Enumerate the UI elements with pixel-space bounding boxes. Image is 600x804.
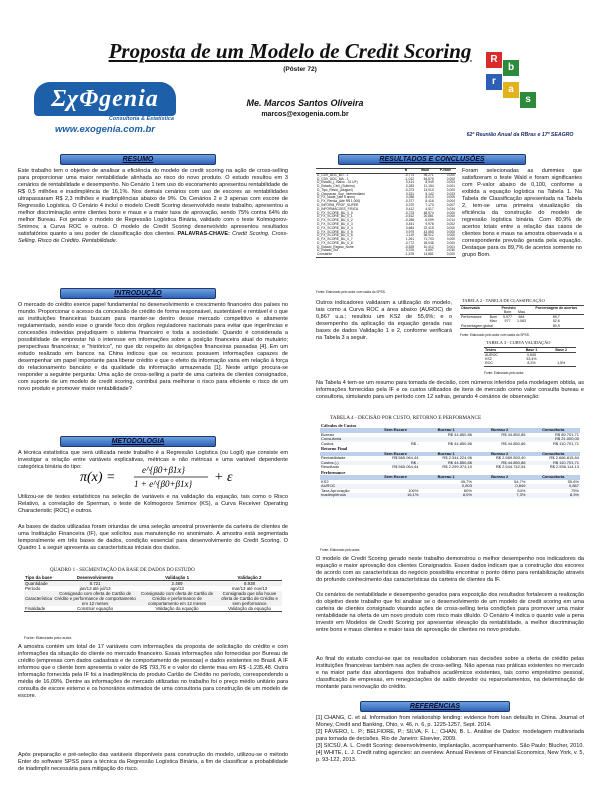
t4-h2c: Bureau 1 xyxy=(437,473,455,479)
t4-cell: KS2 xyxy=(321,478,329,484)
q1-h0: Tipo da base xyxy=(25,575,52,580)
t4-cell: AUROC xyxy=(321,483,336,489)
rbras-letter-b: b xyxy=(503,60,519,76)
q1-h3: Validação 2 xyxy=(237,575,262,580)
t3-cell: KS2 xyxy=(485,357,492,362)
t4-cell: 7,3% xyxy=(516,492,526,498)
t1-cell: 8,013 xyxy=(425,195,434,200)
t4-cell: Consultoria xyxy=(321,436,342,442)
t4-cell: 75% xyxy=(570,487,579,493)
eq-lhs: π(x) = xyxy=(80,470,116,485)
t1-cell: 0,286 xyxy=(405,195,415,200)
t1-cell: 71,703 xyxy=(423,237,434,242)
t1-cell: 4,697 xyxy=(425,248,434,253)
t1-cell: 58,912 xyxy=(423,233,434,238)
t1-cell: 0,005 xyxy=(446,195,455,200)
t2-h3: Porcentagem de acertos xyxy=(535,306,578,310)
t1-cell: 0,000 xyxy=(446,214,455,219)
t3-cell: 53,4% xyxy=(526,357,537,362)
q1-cell: Validação da equação xyxy=(155,606,199,612)
t1-cell: Constante xyxy=(317,252,333,257)
exogenia-url: www.exogenia.com.br xyxy=(55,124,155,135)
quadro1-note: Fonte: Elaborado pelo autor. xyxy=(24,636,72,640)
t1-cell: 0,034 xyxy=(446,206,455,211)
t1-cell: 22,415 xyxy=(423,225,434,230)
t1-cell: D_Estado_Regiao_Norte xyxy=(317,244,354,249)
t1-cell: 0,001 xyxy=(446,184,455,189)
eq-rhs: + ε xyxy=(214,470,233,485)
t4-cell: R$ - xyxy=(410,440,419,446)
t1-cell: -1,012 xyxy=(404,176,415,181)
t1-cell: 9,978 xyxy=(425,221,434,226)
t4-cell: R$ 2.556.114,13 xyxy=(549,464,579,470)
t1-cell: D_Estado_Sul xyxy=(317,248,339,253)
t1-cell: 0,370 xyxy=(405,203,415,208)
table-row xyxy=(320,493,580,498)
t4-cell: 8,0% xyxy=(462,492,472,498)
t4-cell: Custos xyxy=(321,440,334,446)
q1-cell: mar/13 até nov/13 xyxy=(231,586,268,592)
tabela3-caption: TABELA 3 - CURVA VALIDAÇÃO xyxy=(486,340,551,345)
t4-cell: R$ 44.850,86 xyxy=(501,431,526,437)
resultados-p6: Ao final do estudo conclui-se que os resultados colaboram nas decisões sobre a oferta de crédito pelas instituições financeiras também nas ações de cross-selling. Não apenas nas práticas existentes no mercado e na maior parte das abordagens dos trabalhos acadêmicos existentes, tais como empréstimo pessoal, classificação de empresas, em renegociações de saldo devedor ou reparcelamentos, na determinação de montante para renovação do crédito. xyxy=(316,656,584,690)
t4-cell: R$ 2.299.374,10 xyxy=(442,464,472,470)
t1-cell: -0,723 xyxy=(404,210,415,215)
resumo-text xyxy=(18,168,288,245)
t4-h3: Bureau 2 xyxy=(491,427,509,433)
t1-cell: 95,271 xyxy=(423,172,434,177)
q1-cell: ago/13 xyxy=(170,586,184,592)
t1-cell: 6,099 xyxy=(425,218,434,223)
t1-cell: D_FX_SCORE_BU_0_1 xyxy=(317,214,353,219)
t2-cell: 80,9 xyxy=(552,323,560,328)
rbras-letter-r2: r xyxy=(486,74,502,90)
resultados-p5: Os cenários de rentabilidade e desempenho gerados para exposição dos resultados fortalecem a realização do objetivo deste trabalho que foi analisar se o desenvolvimento de um modelo de credit scoring em uma carteira de clientes consignado visando ações de cross-selling teria condições para promover uma maior rentabilidade na oferta de um novo produto com risco mais diluído. O Cenário 4 indica o quanto vale a pena investir em Modelos de Credit Scoring por apresentar elevação da rentabilidade, a melhor discriminação entre bons e maus clientes e maior taxa de aprovação de clientes no novo produto. xyxy=(316,592,584,633)
t4-h4b: Consultoria xyxy=(542,450,565,456)
author-name: Me. Marcos Santos Oliveira xyxy=(246,98,364,108)
t2-cell: 684 xyxy=(518,315,525,320)
q1-cell: Finalidade xyxy=(25,606,46,612)
t1-h1: B xyxy=(404,168,408,172)
tabela2-note: Fonte: Elaborado pelo autor com saída do SPSS. xyxy=(460,333,530,337)
t1-cell: 8,416 xyxy=(425,199,434,204)
t1-cell: D_CDV_ADC_BO - 1 xyxy=(317,172,349,177)
q1-cell: Característica xyxy=(25,596,53,602)
t1-cell: D_FX_SCORE_BU_0_8 xyxy=(317,240,353,245)
t4-cell: R$ 44.850,86 xyxy=(501,440,526,446)
t4-cell: 8,3% xyxy=(569,492,579,498)
t4-h2: Bureau 1 xyxy=(437,427,455,433)
metodologia-p3: As bases de dados utilizadas foram oriundas de uma seleção amostral proveniente da carteira de clientes de uma Instituição Financeira (IF), que solicitou sua manutenção no anonimato. A amostra está segmentada temporalmente em três bases de dados, condição essencial para desenvolvimento do Credit Scoring. O Quadro 1 a seguir apresenta as características iniciais dos dados. xyxy=(18,524,288,551)
exogenia-logo-subtitle: Consultoria & Estatística xyxy=(108,116,174,122)
section-introducao: INTRODUÇÃO xyxy=(60,288,216,299)
t4-cell: R$ 110.701,71 xyxy=(553,459,579,465)
t4-cell: R$ 2.344.224,96 xyxy=(442,455,472,461)
t4-h3c: Bureau 2 xyxy=(491,473,509,479)
q1-cell: Consignado com oferta de Cartão de Crédito e performance de comportamento em 12 meses xyxy=(54,591,136,607)
t1-cell: D_FX_SCORE_BU_0_7 xyxy=(317,237,353,242)
resultados-p4: O modelo de Credit Scoring gerado neste trabalho demonstrou o melhor desempenho nos indicadores da equação e maior aprovação dos clientes Consignados. Esses dados indicam que a construção dos escores de acordo com as características do negócio possibilita encontrar o ponto ótimo para rentabilização através do profundo conhecimento das características da carteira de clientes da IF. xyxy=(316,556,584,583)
t4-block2-title: Retorno Final xyxy=(321,446,348,452)
t1-cell: 0,014 xyxy=(446,218,455,223)
t4-cell: R$ 2.544.742,54 xyxy=(495,464,526,470)
reference-4: [4] WHITE, L. J. Credit rating agencies: an overview. Annual Reviews of Financial Economics, New York, v. 5, p. 93-122, 2013. xyxy=(316,749,584,763)
rbras-letter-a: a xyxy=(503,82,519,98)
t1-cell: -1,578 xyxy=(404,252,415,257)
t2-cell: Bom xyxy=(489,315,498,320)
t1-cell: -0,512 xyxy=(404,214,415,219)
rbras-letter-s: s xyxy=(520,92,536,108)
t1-cell: 10,412 xyxy=(423,244,434,249)
t3-cell: ROC xyxy=(485,361,493,366)
t3-h1: Base 1 xyxy=(525,348,538,352)
keywords: Credit Scoring. Cross-Selling. Risco de Crédito. Rentabilidade. xyxy=(18,230,288,244)
t2-cell: 977 xyxy=(504,319,511,324)
t2-cell: 5.977 xyxy=(503,315,513,320)
t4-h1c: Sem Escore xyxy=(384,473,407,479)
tabela4-note: Fonte: Elaborado pelo autor. xyxy=(320,548,361,552)
t2-h0: Observado xyxy=(461,306,480,310)
t1-cell: 0,451 xyxy=(405,221,415,226)
t4-cell: Custos (-) xyxy=(321,459,339,465)
t4-cell: R$ 21.000,00 xyxy=(554,436,579,442)
t2-cell: Mau xyxy=(489,319,497,324)
t1-cell: 13,910 xyxy=(423,187,434,192)
t3-cell: 0,845 xyxy=(527,353,536,358)
t1-cell: 0,000 xyxy=(446,237,455,242)
t4-cell: 100% xyxy=(408,487,419,493)
poster-number: (Pôster 72) xyxy=(283,66,317,73)
t4-cell: R$ 44.850,86 xyxy=(447,431,472,437)
t2-cell: Porcentagem global xyxy=(461,323,493,328)
tabela2-table xyxy=(460,305,584,329)
t1-cell: 0,414 xyxy=(405,180,415,185)
referencias-list xyxy=(316,715,584,764)
t4-h4c: Consultoria xyxy=(542,473,565,479)
t1-cell: 4,517 xyxy=(425,206,434,211)
t1-cell: 0,000 xyxy=(446,176,455,181)
t1-cell: -0,377 xyxy=(404,199,415,204)
t4-cell: R$ 2.589.593,40 xyxy=(495,455,526,461)
tabela2-caption: TABELA 2 - TABELA DE CLASSIFICAÇÃO xyxy=(462,298,545,303)
logit-equation-svg xyxy=(80,462,260,492)
q1-cell: Consignado com oferta de Cartão de Crédito e performance de comportamento em 12 meses xyxy=(141,591,214,607)
t1-cell: 11,154 xyxy=(423,184,434,189)
reference-3: [3] SICSÚ, A. L. Credit Scoring: desenvolvimento, implantação, acompanhamento. São Paulo: Blucher, 2010. xyxy=(316,742,584,749)
q1-h2: Validação 1 xyxy=(165,575,190,580)
metodologia-p5: Após preparação e pré-seleção das variáveis disponíveis para construção do modelo, utilizou-se o método Enter do software SPSS para a técnica da Regressão Logística Binária, a fim de classificar a probabilidade de inadimplir necessária para mitigação do risco. xyxy=(18,752,288,772)
t4-cell: Inadimplência xyxy=(321,492,346,498)
t2-cell: 89,7 xyxy=(552,315,560,320)
t2-sub-bom: Bom xyxy=(503,310,512,315)
t1-cell: D_FX_SCORE_BU_0_0 xyxy=(317,210,353,215)
q1-cell: jan/13 até jul/13 xyxy=(79,586,111,592)
t4-cell: R$ 89.701,71 xyxy=(554,431,579,437)
t2-cell: 1.083 xyxy=(516,319,526,324)
conference-name: 62ª Reunião Anual da RBras e 17º SEAGRO xyxy=(466,132,574,138)
t4-cell: R$ 565.064,44 xyxy=(392,455,419,461)
q1-cell: 8.938 xyxy=(244,581,256,587)
t4-cell: 16,1% xyxy=(407,492,419,498)
t1-cell: 0,000 xyxy=(446,240,455,245)
t4-cell: R$ 565.064,44 xyxy=(392,464,419,470)
t1-cell: 20,881 xyxy=(423,214,434,219)
t4-cell: R$ 44.850,86 xyxy=(447,459,472,465)
t1-cell: 1,261 xyxy=(405,237,415,242)
t1-cell: 0,000 xyxy=(446,172,455,177)
t1-h3: P-valor xyxy=(439,168,451,172)
resultados-p1: Foram selecionadas as dummies que satisfizeram o teste Wald e foram significantes com P-valor abaixo de 0,100, conforme a exibida a equação logística na Tabela 1. Na Tabela de Classificação apresentada na Tabela 2, tem-se uma primeira visualização da eficiência da construção do modelo de regressão logística binária. Com 80,9% de acertos totais entre a relação das casos de clientes bons e maus na amostra observada e a correspondente previsão gerada pela equação. Destaque para os 89,7% de acertos somente no grupo Bom. xyxy=(462,168,582,258)
t1-cell: 0,684 xyxy=(405,225,415,230)
t4-cell: R$ 2.666.815,84 xyxy=(549,455,579,461)
reference-2: [2] FÁVERO, L. P.; BELFIORE, P.; SILVA, F. L.; CHAN, B. L. Análise de Dados: modelagem multivariada para tomada de decisões. Rio de Janeiro: Elsevier, 2009. xyxy=(316,728,584,742)
t2-sub-mau: Mau xyxy=(517,310,525,315)
poster-header xyxy=(0,0,600,144)
metodologia-p1: A técnica estatística que será utilizada neste trabalho é a Regressão Logística (ou Logit) que consiste em investigar a relação entre variáveis explicativas, métricas e não métricas e uma variável dependente categórica binária do tipo: xyxy=(18,450,288,470)
t4-block1-title: Cálculos de Custos xyxy=(321,423,357,428)
metodologia-p2: Utilizou-se de testes estatísticos na seleção de variáveis e na validação da equação, tais como o Risco Relativo, a correlação de Sperman, o teste de Kolmogorov Smirnov (KS), a Curva Receiver Operating Characteristic (ROC) e outros. xyxy=(18,494,288,514)
t1-cell: 0,000 xyxy=(446,229,455,234)
t4-cell: 55,6% xyxy=(567,478,579,484)
introducao-text: O mercado do crédito exerce papel fundamental no desenvolvimento e crescimento financeiro dos países no mundo. Proporcionar o acesso da concessão de crédito de forma responsável, sustentável e rentável é o que as instituições financeiras buscam para manter-se dentro desse mercado competitivo e altamente regulamentado, sendo esse o grande foco dos órgãos reguladores nacionais para evitar que ingerências e concessões indevidas prejudiquem o sistema financeiro e toda a sociedade. Quando é considerada a possibilidade de emprestar há o interesse em informações sobre a posição financeira atual do mutuário; perspectivas financeiras; e "histórico", no que diz respeito às obrigações financeiras passadas [4]. Em um estudo realizado em bancos na China indicou que os recursos possuem informações capazes de desempenhar um papel importante para liberar crédito e que o efeito da informação varia em relação à força do relacionamento bancário e da qualidade da informação armazenada [1]. Neste artigo procura-se responder a seguinte pergunta: Uma ação de cross-selling a partir de uma carteira de clientes consignados, com suporte de um modelo de credit scoring, contribui para melhorar o risco para eficiente o risco de um novo produto e promover maior rentabilidade? xyxy=(18,302,288,392)
t4-cell: Taxa Aprovação xyxy=(321,487,350,493)
t4-h1: Sem Escore xyxy=(384,427,407,433)
exogenia-logo-wordmark: ΣχΦgenia xyxy=(34,82,176,116)
t4-cell: Rentabilidade xyxy=(321,455,346,461)
t1-cell: 7,170 xyxy=(425,203,434,208)
t4-cell: R$ 44.850,86 xyxy=(501,459,526,465)
t1-cell: 0,002 xyxy=(446,221,455,226)
t1-cell: 8,949 xyxy=(425,180,434,185)
t4-cell: Bureau xyxy=(321,431,334,437)
tabela3-table xyxy=(484,347,576,367)
q1-cell: Quantidade xyxy=(25,581,48,587)
rbras-logo xyxy=(480,52,540,132)
t4-cell: 49,7% xyxy=(460,478,472,484)
t1-cell: D_FX_SCORE_BU_0_2 xyxy=(317,218,353,223)
t1-cell: 1,119 xyxy=(406,233,415,238)
tabela1-note: Fonte: Elaborado pelo autor com saída do SPSS. xyxy=(316,290,386,294)
t1-cell: 5,142 xyxy=(425,191,434,196)
t2-cell: 52,6 xyxy=(552,319,560,324)
tabela3-note: Fonte: Elaborado pelo autor. xyxy=(484,371,525,375)
t1-cell: 18,048 xyxy=(423,240,434,245)
q1-cell: Construir equação xyxy=(77,606,114,612)
t1-cell: -0,772 xyxy=(404,240,415,245)
poster-title: Proposta de um Modelo de Credit Scoring xyxy=(108,39,472,63)
t4-cell: 0,803 xyxy=(461,483,472,489)
t1-cell: D_Ocupacao_Sup_Intermediario xyxy=(317,191,366,196)
t1-cell: 0,283 xyxy=(405,184,415,189)
t1-cell: D_Estado_(- Baixo - 31 UF) xyxy=(317,180,358,185)
t1-cell: 0,007 xyxy=(446,203,455,208)
t1-cell: 0,000 xyxy=(446,210,455,215)
t1-cell: D_INFORMACOES_FISICA xyxy=(317,206,359,211)
t1-cell: 0,000 xyxy=(446,225,455,230)
t1-cell: 14,881 xyxy=(423,252,434,257)
author-email: marcos@exogenia.com.br xyxy=(261,111,349,118)
t1-cell: 0,001 xyxy=(446,244,455,249)
eq-denominator: 1 + e^{β0+β1x} xyxy=(134,479,193,489)
t1-cell: 43,560 xyxy=(423,229,434,234)
tabela1-table xyxy=(316,168,456,258)
t1-cell: -0,373 xyxy=(404,187,415,192)
eq-numerator: e^{β0+β1x} xyxy=(142,465,186,475)
t4-cell: 0,849 xyxy=(515,483,526,489)
t1-cell: -0,774 xyxy=(404,172,415,177)
tabela4-table xyxy=(320,423,580,498)
t4-cell: 54,7% xyxy=(514,478,526,484)
t4-cell: Resultado xyxy=(321,464,340,470)
t4-h2b: Bureau 1 xyxy=(437,450,455,456)
t1-cell: D_INFORM_PROF_SUPER xyxy=(317,203,359,208)
t1-cell: D_FX_SCORE_BU_0_5 xyxy=(317,229,353,234)
t1-cell: 0,003 xyxy=(446,180,455,185)
t4-cell: 64% xyxy=(517,487,526,493)
t1-cell: D_Tipo_Resid_(Aluguel) xyxy=(317,187,353,192)
section-metodologia: METODOLOGIA xyxy=(60,436,216,447)
t4-h4: Consultoria xyxy=(542,427,565,433)
q1-cell: 8.721 xyxy=(89,581,101,587)
quadro1-caption: QUADRO 1 - SEGMENTAÇÃO DA BASE DE DADOS DO ESTUDO xyxy=(50,568,195,573)
q1-cell: 2.489 xyxy=(171,581,183,587)
t4-block3-title: Performance xyxy=(321,469,346,475)
quadro1-table xyxy=(24,575,282,612)
t1-cell: 0,331 xyxy=(405,191,415,196)
t1-cell: 0,000 xyxy=(446,252,455,257)
t4-cell: R$ 110.701,71 xyxy=(553,440,579,446)
t4-cell: 0,867 xyxy=(568,483,579,489)
t3-cell: AUROC xyxy=(485,353,498,358)
t2-h1: Previsto xyxy=(501,306,516,310)
t1-cell: D_FX_SCORE_BU_0_6 xyxy=(317,233,353,238)
t1-cell: D_FX_SCORE_BU_0_3 xyxy=(317,221,353,226)
t1-cell: 0,023 xyxy=(446,191,455,196)
t4-h1b: Sem Escore xyxy=(384,450,407,456)
t3-cell: 1,5% xyxy=(557,361,566,366)
t1-cell: 0,412 xyxy=(405,206,415,211)
t1-cell: D_FX_Renda_(Até R$ 1.000) xyxy=(317,199,361,204)
t1-cell: -0,286 xyxy=(404,218,415,223)
t3-cell: 8,3% xyxy=(527,361,536,366)
resultados-p2: Outros indicadores validaram a utilização do modelo, tais como a Curva ROC a área abaixo (AUROC) de 0,867 u.a.; resultou um KS2 de 55,6%; e o desempenho da aplicação da equação gerada nas bases de dados Validação 1 e 2, conforme verificará na Tabela 3 a seguir. xyxy=(316,300,452,341)
section-referencias: REFERÊNCIAS xyxy=(360,701,510,712)
tabela4-caption: TABELA 4 - DECISÃO POR CUSTO, RETORNO E PERFORMANCE xyxy=(330,415,482,421)
logit-equation xyxy=(80,462,260,492)
t1-cell: D_FX_SCORE_BU_0_4 xyxy=(317,225,353,230)
t1-cell: 54,675 xyxy=(423,176,434,181)
metodologia-p4: A amostra contém um total de 17 variáveis com informações da proposta de solicitação do crédito e com informações da situação do cliente no mercado financeiro. Essas informações são fornecidas por Bureau de crédito (empresas com dados cadastrais e de comportamento de pessoas) e dados existentes no Brasil. A IF informou que o cliente bom apresenta o valor de R$ 793,76 e o valor do cliente mau em R$ -1.235,48. Outra informação fornecida pela IF foi a inadimplência do produto Cartão de Crédito no período, correspondendo a média de 16,09%. Dentre as informações de mercado utilizadas no trabalho foi o preço médio unitário para consulta de escore externo e os honorários estimados de uma consultoria para construção de um modelo de escore. xyxy=(18,644,288,699)
exogenia-logo xyxy=(34,82,176,138)
t1-cell: 0,979 xyxy=(405,229,415,234)
t1-cell: -0,539 xyxy=(404,244,415,249)
t1-cell: 0,004 xyxy=(446,199,455,204)
t4-cell: R$ 44.850,86 xyxy=(447,440,472,446)
t1-cell: 0,000 xyxy=(446,233,455,238)
resultados-p3: Na Tabela 4 tem-se um resumo para tomada de decisão, com números inferidos pela modelagem obtida, as informações fornecidas pela IF e os custos utilizados de itens de mercado como valor consulta bureau e consultoria, simulando para um período com 12 safras, gerando 4 cenários de observação: xyxy=(316,380,584,400)
q1-h1: Desenvolvimento xyxy=(76,575,114,580)
t4-h3b: Bureau 2 xyxy=(491,450,509,456)
t3-h0: Testes xyxy=(485,348,497,352)
q1-cell: Consignado que não houve oferta de Cartão de Crédito e sem performance xyxy=(221,591,278,607)
q1-cell: Validação da equação xyxy=(227,606,272,612)
reference-1: [1] CHANG, C. et al. Information from relationship lending: evidence from loan defaults in China. Journal of Money, Credit and Banking, Ohio, v. 46, n. 6, p. 1225-1257, Sept. 2014. xyxy=(316,715,584,728)
t1-cell: D_FX_Idade_(até 5 anos) xyxy=(317,195,355,200)
keywords-label: PALAVRAS-CHAVE: xyxy=(177,230,230,237)
t4-cell: R$ - xyxy=(410,459,419,465)
t1-cell: 0,376 xyxy=(405,248,415,253)
table-row xyxy=(316,253,456,257)
t1-cell: D_Estado_Civil_(Solteiro) xyxy=(317,184,355,189)
t2-cell: Performance xyxy=(461,315,482,320)
t1-cell: 0,000 xyxy=(446,187,455,192)
section-resultados: RESULTADOS E CONCLUSÕES xyxy=(338,154,526,165)
t1-cell: D_CDV_ADC_MA - 1 xyxy=(317,176,349,181)
t1-cell: 48,974 xyxy=(423,210,434,215)
resumo-body: Este trabalho tem o objetivo de analisar a eficiência do modelo de credit scoring na ação de cross-selling para proporcionar uma maior rentabilidade alinhada ao risco do novo produto. O estudo resultou em 3 cenários de rentabilidade e desempenho. No Cenário 1 tem uso do escoramento apresentou rentabilidade de R$ 0,5 milhões e inadimplência de 16,1%. Nos demais cenários com uso de escores as rentabilidades ultrapassaram R$ 2,3 milhões e inadimplências abaixo de 9%. Os Cenários 2 e 3 apenas com escore de Regressão Logística. O Cenário 4 incluí o modelo Credit Scoring desenvolvido neste trabalho, apresentou a melhor discriminação entre clientes bons e maus e a maior taxa de aprovação, sendo 75% contra 64% do melhor Bureau. Foi gerado o modelo de Regressão Logística Binária, validado com o teste Kolmogorov-Smirnov, a Curva ROC e outros. O modelo de Credit Scoring desenvolvido apresentou resultados satisfatórios quanto a seu poder de classificação dos clientes. xyxy=(18,168,288,237)
t4-cell: 60% xyxy=(463,487,472,493)
q1-cell: Período xyxy=(25,586,41,592)
section-resumo: RESUMO xyxy=(60,154,216,165)
t1-cell: 0,030 xyxy=(446,248,455,253)
t1-h2: Wald xyxy=(421,168,429,172)
t3-h2: Base 2 xyxy=(555,348,567,352)
rbras-letter-r: R xyxy=(486,52,502,68)
